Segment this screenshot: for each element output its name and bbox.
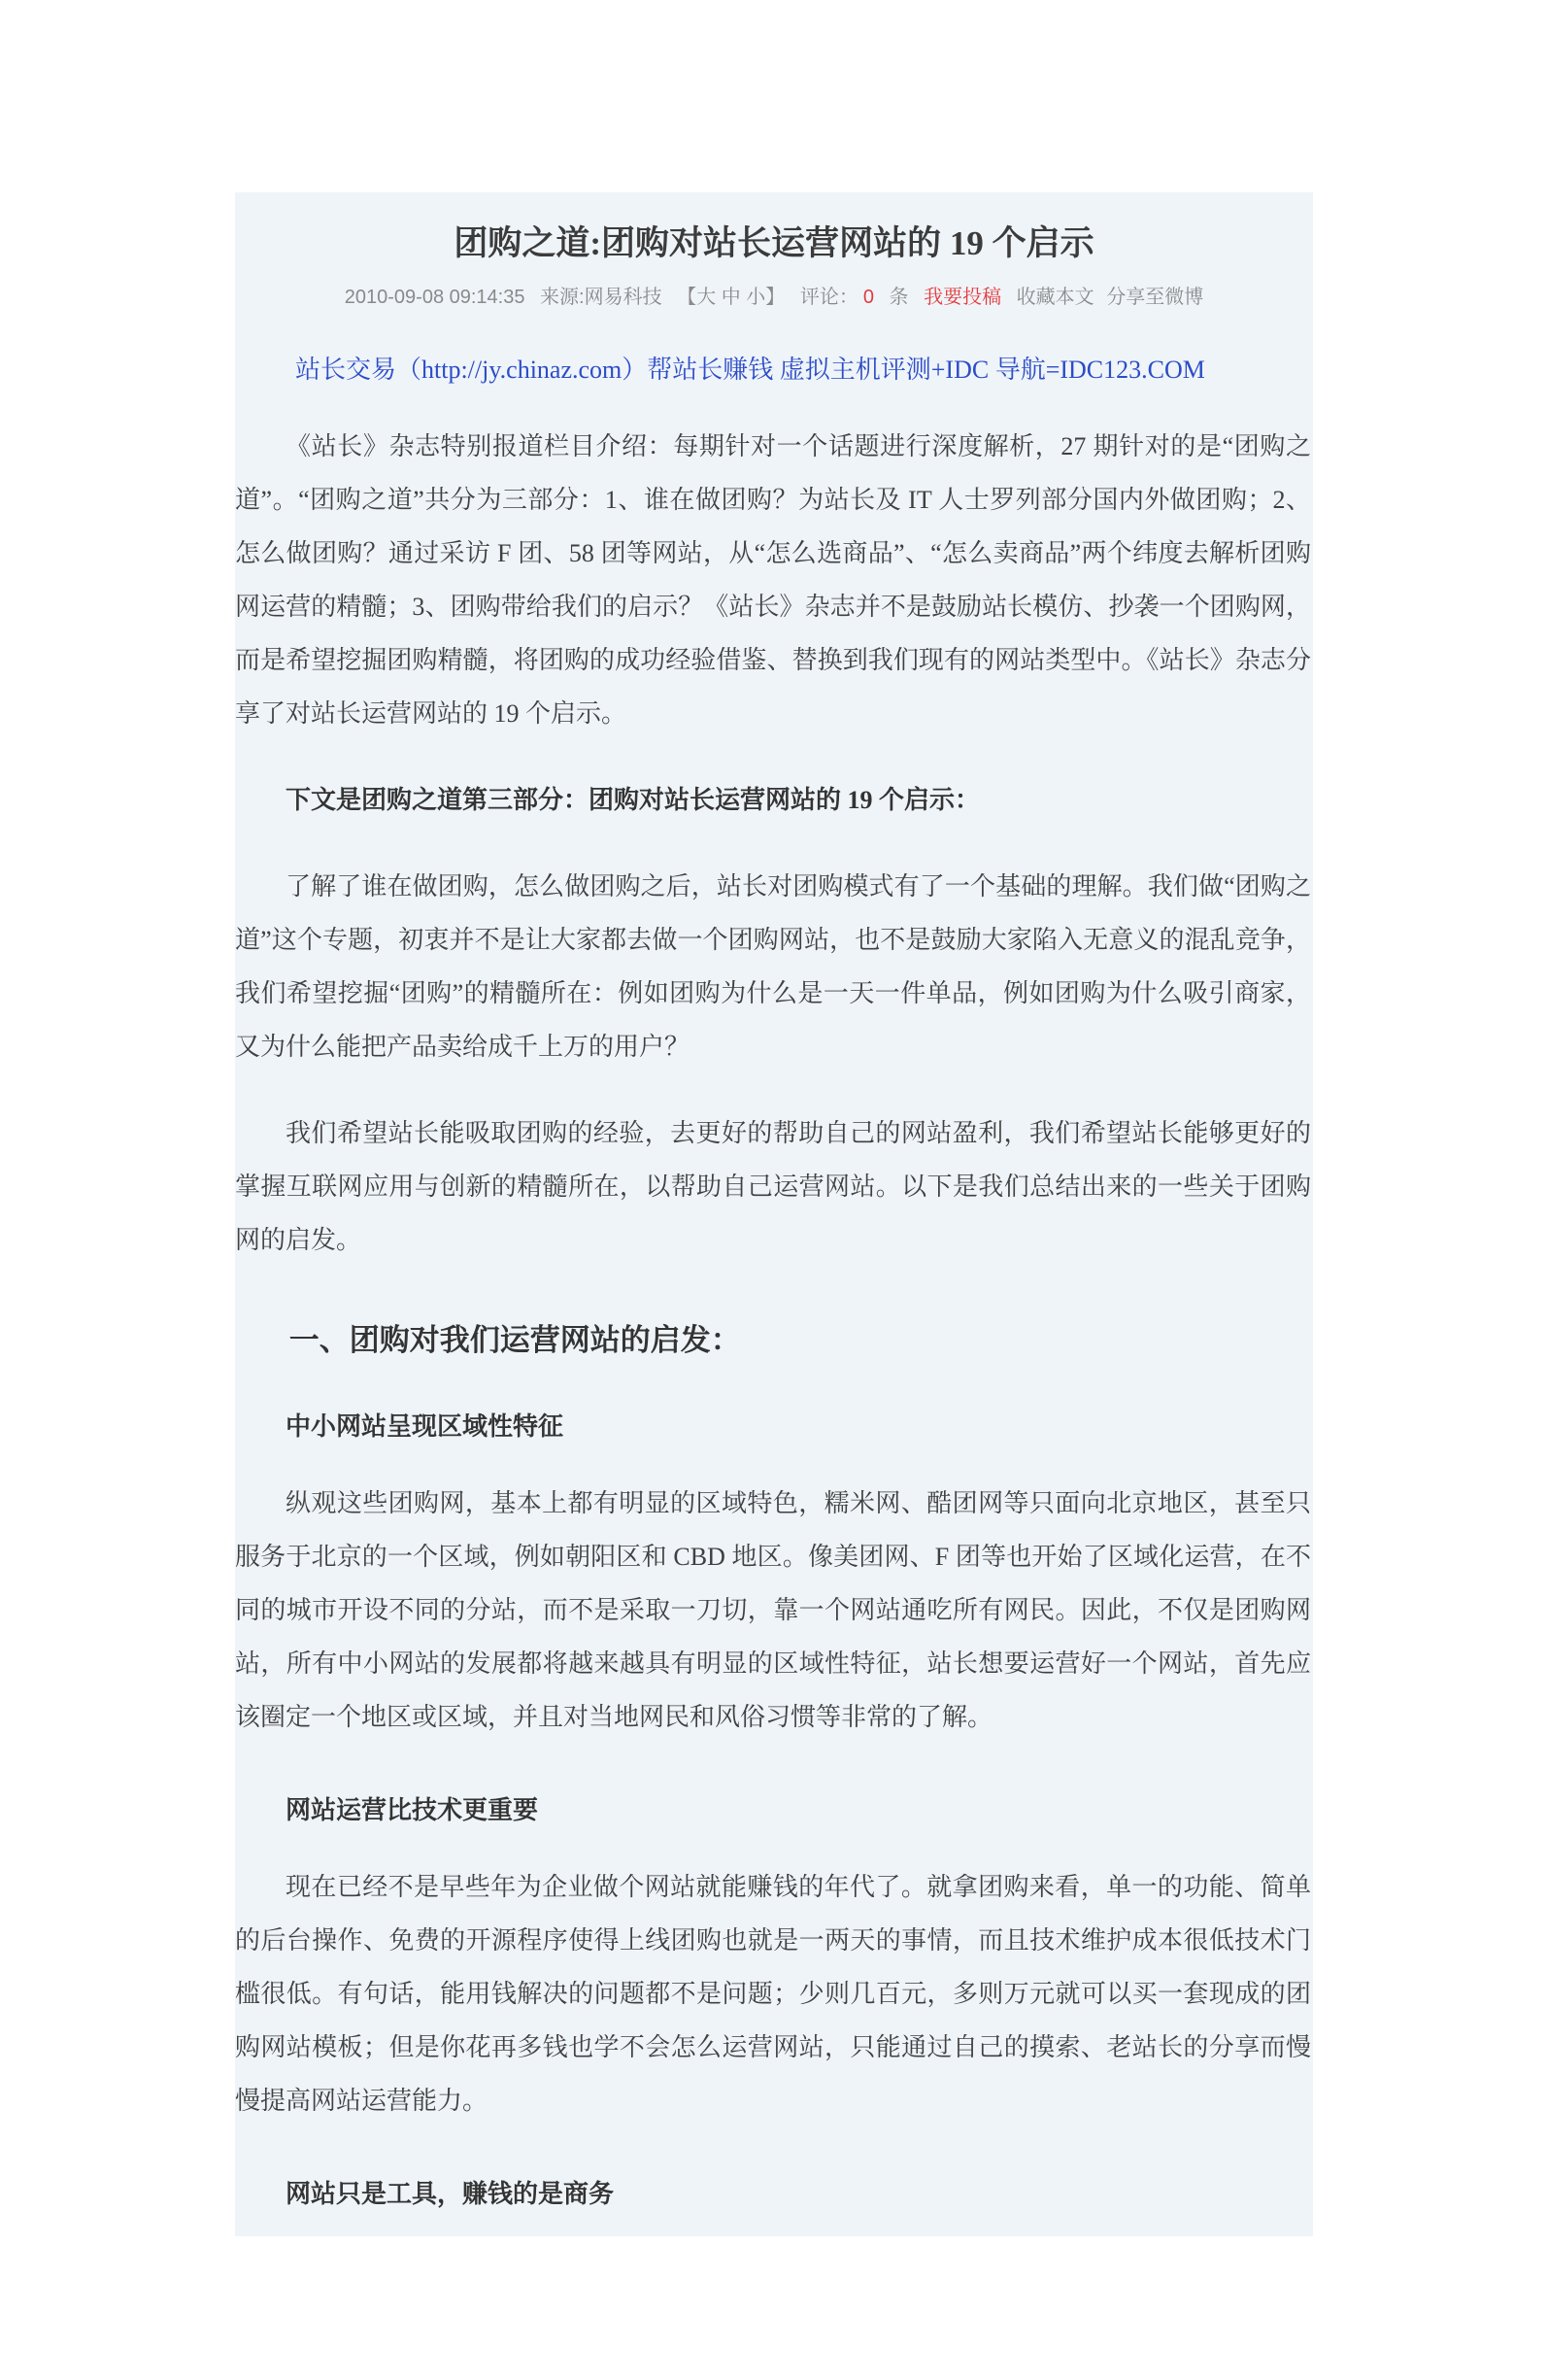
operation-paragraph: 现在已经不是早些年为企业做个网站就能赚钱的年代了。就拿团购来看，单一的功能、简单的后台操作、免费的开源程序使得上线团购也就是一两天的事情，而且技术维护成本很低技术门槛很低。有句话，能用钱解决的问题都不是问题；少则几百元，多则万元就可以买一套现成的团购网站模板；但是你花再多钱也学不会怎么运营网站，只能通过自己的摸索、老站长的分享而慢慢提高网站运营能力。 xyxy=(235,1873,1311,2115)
hope-paragraph: 我们希望站长能吸取团购的经验，去更好的帮助自己的网站盈利，我们希望站长能够更好的掌握互联网应用与创新的精髓所在，以帮助自己运营网站。以下是我们总结出来的一些关于团购网的启发。 xyxy=(235,1119,1311,1254)
section-1-heading: 一、团购对我们运营网站的启发： xyxy=(288,1323,741,1357)
article-body xyxy=(235,420,1313,2211)
page-title: 团购之道:团购对站长运营网站的 19 个启示 xyxy=(454,224,1094,262)
understanding-paragraph: 了解了谁在做团购，怎么做团购之后，站长对团购模式有了一个基础的理解。我们做“团购之道”这个专题，初衷并不是让大家都去做一个团购网站，也不是鼓励大家陷入无意义的混乱竞争，我们希望挖掘“团购”的精髓所在：例如团购为什么是一天一件单品，例如团购为什么吸引商家，又为什么能把产品卖给成千上万的用户？ xyxy=(235,872,1311,1061)
comments-count[interactable]: 0 xyxy=(862,287,874,308)
meta-bar xyxy=(235,284,1313,311)
promo-link[interactable]: 站长交易（http://jy.chinaz.com）帮站长赚钱 虚拟主机评测+IDC 导航=IDC123.COM xyxy=(295,356,1205,384)
comments-label: 评论： xyxy=(799,287,858,308)
submit-article-link[interactable]: 我要投稿 xyxy=(924,287,1002,308)
article-source: 来源:网易科技 xyxy=(540,287,662,308)
subsection-heading-regional: 中小网站呈现区域性特征 xyxy=(286,1412,564,1441)
publish-datetime: 2010-09-08 09:14:35 xyxy=(344,287,525,308)
intro-paragraph: 《站长》杂志特别报道栏目介绍：每期针对一个话题进行深度解析，27 期针对的是“团购之道”。“团购之道”共分为三部分：1、谁在做团购？为站长及 IT 人士罗列部分国内外做团购；2、怎么做团购？通过采访 F 团、58 团等网站，从“怎么选商品”、“怎么卖商品”两个纬度去解析团购网运营的精髓；3、团购带给我们的启示？《站长》杂志并不是鼓励站长模仿、抄袭一个团购网，而是希望挖掘团购精髓，将团购的成功经验借鉴、替换到我们现有的网站类型中。《站长》杂志分享了对站长运营网站的 19 个启示。 xyxy=(235,432,1311,728)
content-panel xyxy=(235,192,1313,2236)
favorite-article-link[interactable]: 收藏本文 xyxy=(1016,287,1094,308)
font-size-controls[interactable]: 【大 中 小】 xyxy=(677,287,786,308)
subsection-heading-operation: 网站运营比技术更重要 xyxy=(286,1796,539,1824)
comments-unit: 条 xyxy=(889,287,909,308)
regional-paragraph: 纵观这些团购网，基本上都有明显的区域特色，糯米网、酷团网等只面向北京地区，甚至只服务于北京的一个区域，例如朝阳区和 CBD 地区。像美团网、F 团等也开始了区域化运营，在不同的城市开设不同的分站，而不是采取一刀切，靠一个网站通吃所有网民。因此，不仅是团购网站，所有中小网站的发展都将越来越具有明显的区域性特征，站长想要运营好一个网站，首先应该圈定一个地区或区域，并且对当地网民和风俗习惯等非常的了解。 xyxy=(235,1489,1311,1731)
part3-lead: 下文是团购之道第三部分：团购对站长运营网站的 19 个启示： xyxy=(286,786,981,814)
share-weibo-link[interactable]: 分享至微博 xyxy=(1106,287,1204,308)
subsection-heading-tool: 网站只是工具，赚钱的是商务 xyxy=(286,2180,615,2208)
